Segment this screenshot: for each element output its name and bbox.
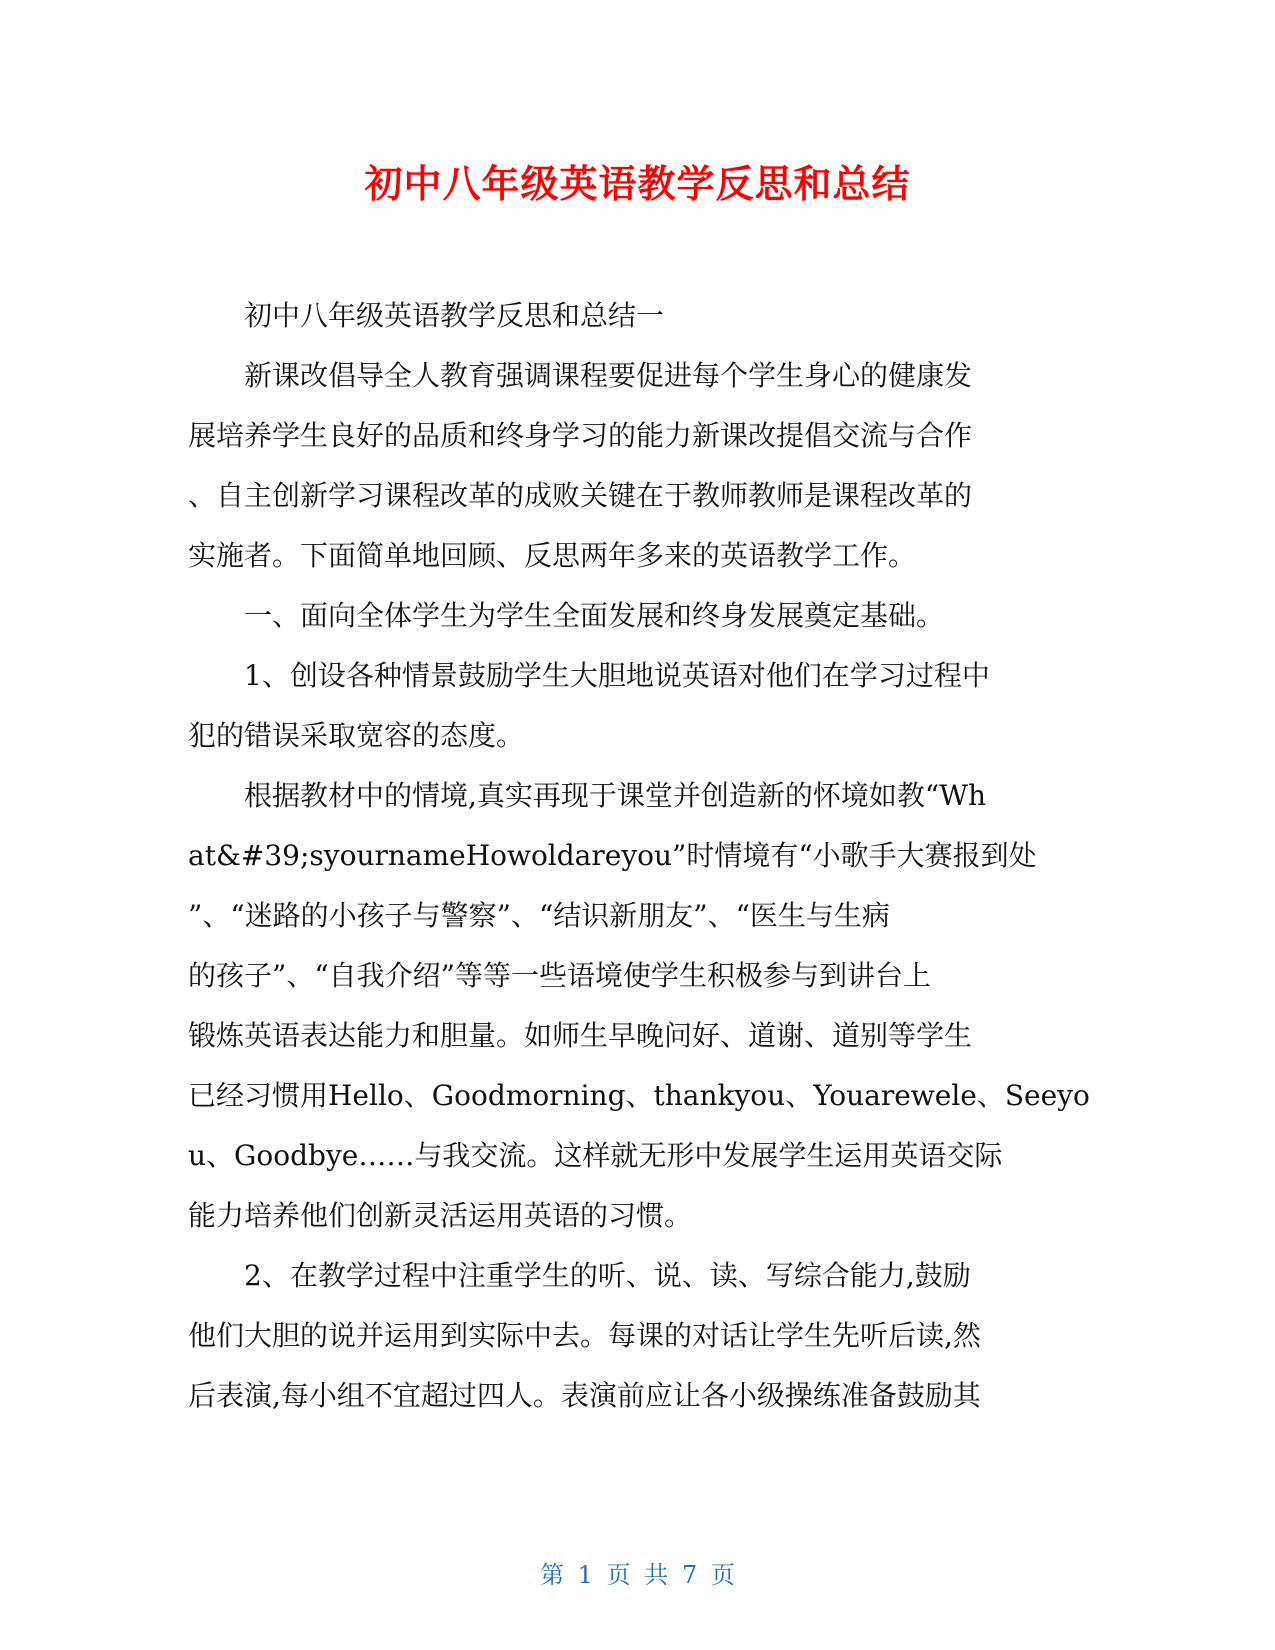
body-line: 1、创设各种情景鼓励学生大胆地说英语对他们在学习过程中 (188, 659, 990, 692)
body-line: u、Goodbye……与我交流。这样就无形中发展学生运用英语交际 (188, 1139, 1003, 1172)
body-line: 犯的错误采取宽容的态度。 (188, 719, 525, 752)
body-line: 后表演,每小组不宜超过四人。表演前应让各小级操练准备鼓励其 (188, 1379, 981, 1412)
body-line: 他们大胆的说并运用到实际中去。每课的对话让学生先听后读,然 (188, 1319, 981, 1352)
body-line: 展培养学生良好的品质和终身学习的能力新课改提倡交流与合作 (188, 419, 973, 452)
body-line: 一、面向全体学生为学生全面发展和终身发展奠定基础。 (188, 599, 945, 632)
body-line: 初中八年级英语教学反思和总结一 (188, 299, 665, 332)
body-line: 2、在教学过程中注重学生的听、说、读、写综合能力,鼓励 (188, 1259, 971, 1292)
document-title: 初中八年级英语教学反思和总结 (364, 162, 911, 206)
body-line: ”、“迷路的小孩子与警察”、“结识新朋友”、“医生与生病 (188, 899, 890, 932)
body-line: 根据教材中的情境,真实再现于课堂并创造新的怀境如教“Wh (188, 779, 987, 812)
body-line: 已经习惯用Hello、Goodmorning、thankyou、Youarewele、Seeyo (188, 1079, 1090, 1112)
body-line: 、自主创新学习课程改革的成败关键在于教师教师是课程改革的 (188, 479, 973, 512)
body-line: 实施者。下面简单地回顾、反思两年多来的英语教学工作。 (188, 539, 917, 572)
body-line: 能力培养他们创新灵活运用英语的习惯。 (188, 1199, 693, 1232)
body-line: at&#39;syournameHowoldareyou”时情境有“小歌手大赛报到处 (188, 839, 1037, 872)
page-number-footer: 第 1 页 共 7 页 (540, 1561, 735, 1589)
body-line: 新课改倡导全人教育强调课程要促进每个学生身心的健康发 (188, 359, 973, 392)
body-line: 的孩子”、“自我介绍”等等一些语境使学生积极参与到讲台上 (188, 959, 931, 992)
document-body (188, 286, 1088, 1426)
body-line: 锻炼英语表达能力和胆量。如师生早晚问好、道谢、道别等学生 (188, 1019, 973, 1052)
